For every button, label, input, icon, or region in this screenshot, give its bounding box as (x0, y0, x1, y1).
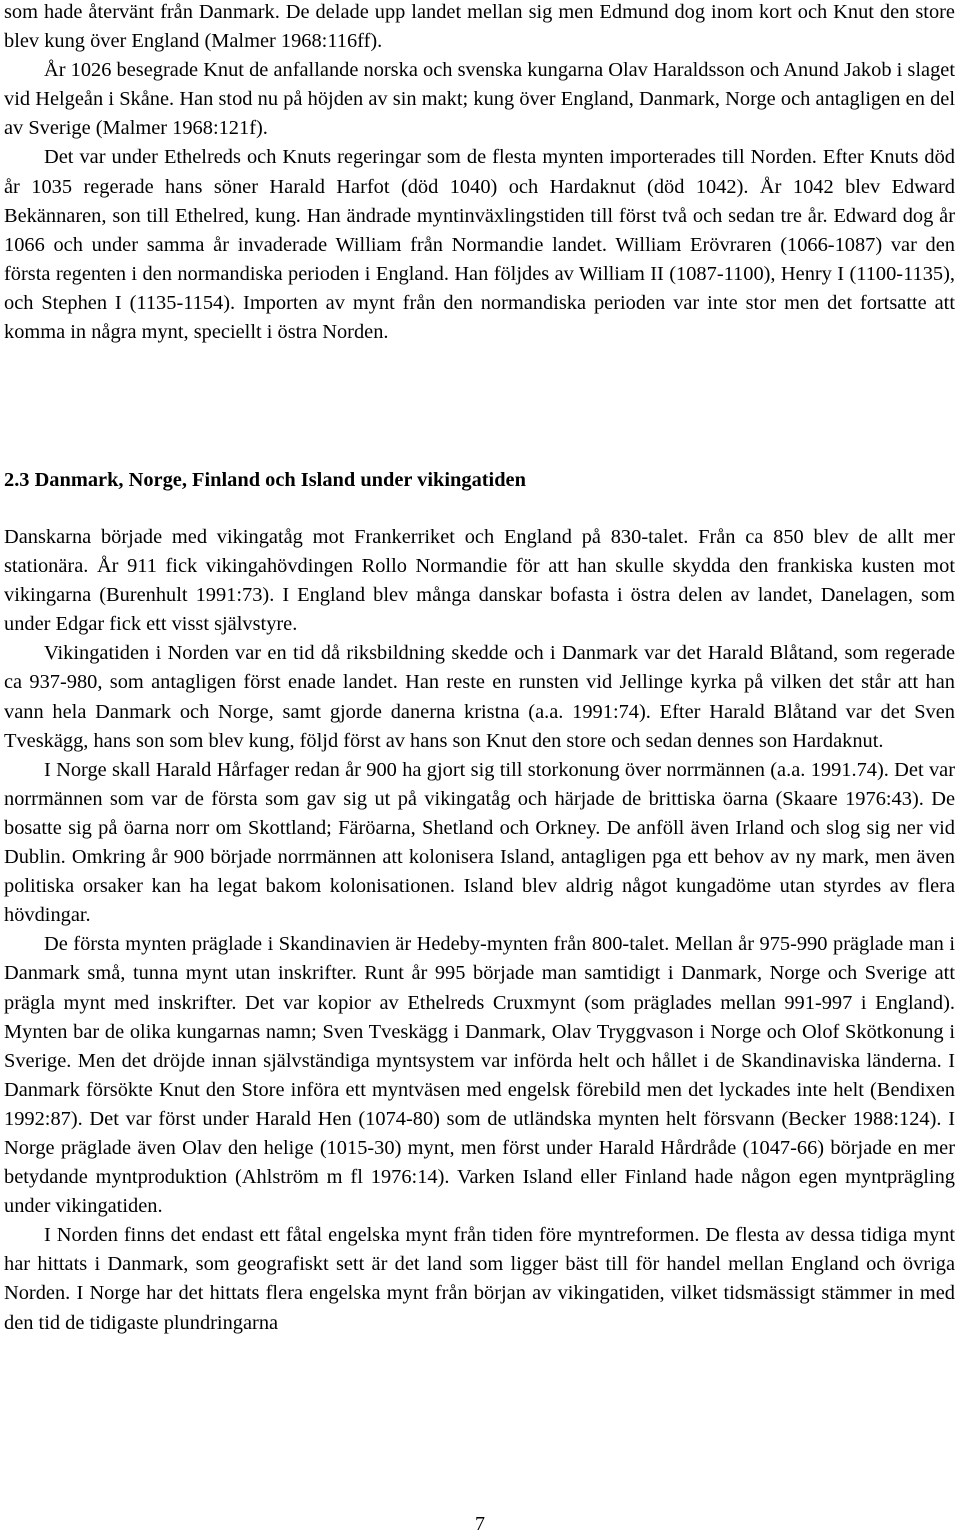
paragraph-2: År 1026 besegrade Knut de anfallande norska och svenska kungarna Olav Haraldsson och Anund Jakob i slaget vid Helgeån i Skåne. Han stod nu på höjden av sin makt; kung över England, Danmark, Norge och antagligen en del av Sverige (Malmer 1968:121f). (4, 59, 955, 140)
section-2-text (4, 523, 955, 1338)
page-number: 7 (475, 1513, 485, 1535)
paragraph-5: Vikingatiden i Norden var en tid då riksbildning skedde och i Danmark var det Harald Blåtand, som regerade ca 937-980, som antagligen först enade landet. Han reste en runsten vid Jellinge kyrka på vilken det står att han vann hela Danmark och Norge, samt gjorde danerna kristna (a.a. 1991:74). Efter Harald Blåtand var det Sven Tveskägg, hans son som blev kung, följd först av hans son Knut den store och sedan dennes son Hardaknut. (4, 642, 955, 752)
paragraph-3: Det var under Ethelreds och Knuts regeringar som de flesta mynten importerades till Norden. Efter Knuts död år 1035 regerade hans söner Harald Harfot (död 1040) och Hardaknut (död 1042). År 1042 blev Edward Bekännaren, son till Ethelred, kung. Han ändrade myntinväxlingstiden till först två och sedan tre år. Edward dog år 1066 och under samma år invaderade William från Normandie landet. William Erövraren (1066-1087) var den första regenten i den normandiska perioden i England. Han följdes av William II (1087-1100), Henry I (1100-1135), och Stephen I (1135-1154). Importen av mynt från den normandiska perioden var inte stor men det fortsatte att komma in några mynt, speciellt i östra Norden. (4, 146, 955, 344)
paragraph-1: som hade återvänt från Danmark. De delade upp landet mellan sig men Edmund dog inom kort och Knut den store blev kung över England (Malmer 1968:116ff). (4, 1, 955, 53)
paragraph-4: Danskarna började med vikingatåg mot Frankerriket och England på 830-talet. Från ca 850 blev de allt mer stationära. År 911 fick vikingahövdingen Rollo Normandie för att han skulle skydda den frankiska kusten mot vikingarna (Burenhult 1991:73). I England blev många danskar bofasta i östra delen av landet, Danelagen, som under Edgar fick ett visst självstyre. (4, 526, 955, 636)
paragraph-8: I Norden finns det endast ett fåtal engelska mynt från tiden före myntreformen. De flesta av dessa tidiga mynt har hittats i Danmark, som geografiskt sett är det land som ligger bäst till för handel mellan England och övriga Norden. I Norge har det hittats flera engelska mynt från början av vikingatiden, vilket tidsmässigt stämmer in med den tid de tidigaste plundringarna (4, 1224, 955, 1334)
section-1-text (4, 0, 955, 347)
paragraph-6: I Norge skall Harald Hårfager redan år 900 ha gjort sig till storkonung över norrmännen (a.a. 1991.74). Det var norrmännen som var de första som gav sig ut på vikingatåg och härjade de brittiska öarna (Skaare 1976:43). De bosatte sig på öarna norr om Skottland; Färöarna, Shetland och Orkney. De anföll även Irland och slog sig ner vid Dublin. Omkring år 900 började norrmännen att kolonisera Island, antagligen pga ett behov av ny mark, men även politiska orsaker kan ha legat bakom kolonisationen. Island blev aldrig något kungadöme utan styrdes av flera hövdingar. (4, 758, 955, 927)
paragraph-7: De första mynten präglade i Skandinavien är Hedeby-mynten från 800-talet. Mellan år 975-990 präglade man i Danmark små, tunna mynt utan inskrifter. Runt år 995 började man samtidigt i Danmark, Norge och Sverige att prägla mynt med inskrifter. Det var kopior av Ethelreds Cruxmynt (som präglades mellan 991-997 i England). Mynten bar de olika kungarnas namn; Sven Tveskägg i Danmark, Olav Tryggvason i Norge och Olof Skötkonung i Sverige. Men det dröjde innan självständiga myntsystem var införda helt och hållet i de Skandinaviska länderna. I Danmark försökte Knut den Store införa ett myntväsen med engelsk förebild men det lyckades inte helt (Bendixen 1992:87). Det var först under Harald Hen (1074-80) som de utländska mynten helt försvann (Becker 1988:124). I Norge präglade även Olav den helige (1015-30) mynt, men först under Harald Hårdråde (1047-66) började en mer betydande myntproduktion (Ahlström m fl 1976:14). Varken Island eller Finland hade någon egen myntprägling under vikingatiden. (4, 933, 955, 1218)
section-heading: 2.3 Danmark, Norge, Finland och Island under vikingatiden (4, 469, 526, 491)
